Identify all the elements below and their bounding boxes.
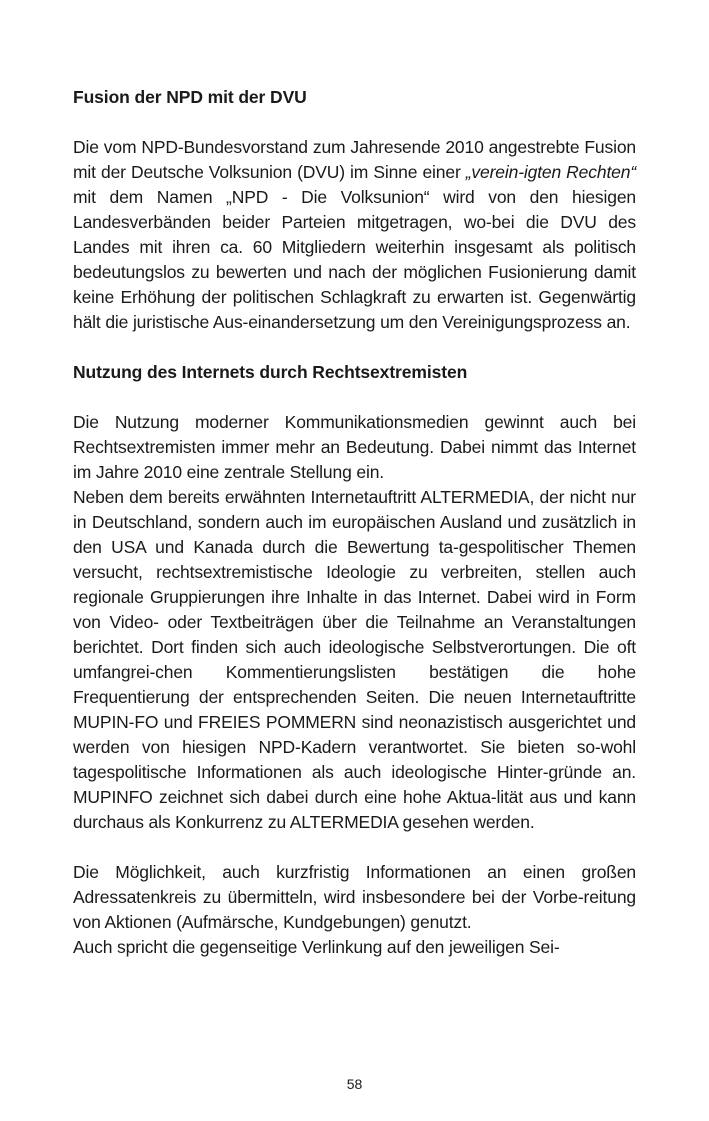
paragraph-fusion-text-b: mit dem Namen „NPD - Die Volksunion“ wird von den hiesigen Landesverbänden beider Parteien mitgetragen, wo-bei die DVU des Landes mit ihren ca. 60 Mitgliedern weiterhin insgesamt als politisch bedeutungslos zu bewerten und nach der möglichen Fusionierung damit keine Erhöhung der politischen Schlagkraft zu erwarten ist. Gegenwärtig hält die juristische Aus-einandersetzung um den Vereinigungsprozess an. bbox=[73, 187, 636, 332]
section-heading-npd-dvu-fusion: Fusion der NPD mit der DVU bbox=[73, 87, 307, 107]
spacer bbox=[73, 835, 636, 860]
document-page bbox=[73, 85, 636, 960]
paragraph-fusion-emphasis: „verein-igten Rechten“ bbox=[465, 162, 636, 182]
spacer bbox=[73, 335, 636, 360]
spacer bbox=[73, 110, 636, 135]
paragraph-fusion-text-a: Die vom NPD-Bundesvorstand zum Jahresende 2010 angestrebte Fusion mit der Deutsche Volksunion (DVU) im Sinne einer bbox=[73, 137, 636, 182]
paragraph-internet-links: Auch spricht die gegenseitige Verlinkung auf den jeweiligen Sei- bbox=[73, 937, 560, 957]
page-number: 58 bbox=[346, 1076, 363, 1092]
section-heading-internet-use: Nutzung des Internets durch Rechtsextremisten bbox=[73, 362, 468, 382]
paragraph-internet-intro: Die Nutzung moderner Kommunikationsmedien gewinnt auch bei Rechtsextremisten immer mehr an Bedeutung. Dabei nimmt das Internet im Jahre 2010 eine zentrale Stellung ein. bbox=[73, 412, 636, 482]
paragraph-fusion bbox=[73, 135, 636, 335]
paragraph-internet-actions: Die Möglichkeit, auch kurzfristig Informationen an einen großen Adressatenkreis zu übermitteln, wird insbesondere bei der Vorbe-reitung von Aktionen (Aufmärsche, Kundgebungen) genutzt. bbox=[73, 862, 636, 932]
paragraph-internet-altermedia: Neben dem bereits erwähnten Internetauftritt ALTERMEDIA, der nicht nur in Deutschland, sondern auch im europäischen Ausland und zusätzlich in den USA und Kanada durch die Bewertung ta-gespolitischer Themen versucht, rechtsextremistische Ideologie zu verbreiten, stellen auch regionale Gruppierungen ihre Inhalte in das Internet. Dabei wird in Form von Video- oder Textbeiträgen über die Teilnahme an Veranstaltungen berichtet. Dort finden sich auch ideologische Selbstverortungen. Die oft umfangrei-chen Kommentierungslisten bestätigen die hohe Frequentierung der entsprechenden Seiten. Die neuen Internetauftritte MUPIN-FO und FREIES POMMERN sind neonazistisch ausgerichtet und werden von hiesigen NPD-Kadern verantwortet. Sie bieten so-wohl tagespolitische Informationen als auch ideologische Hinter-gründe an. MUPINFO zeichnet sich dabei durch eine hohe Aktua-lität aus und kann durchaus als Konkurrenz zu ALTERMEDIA gesehen werden. bbox=[73, 487, 636, 832]
spacer bbox=[73, 385, 636, 410]
